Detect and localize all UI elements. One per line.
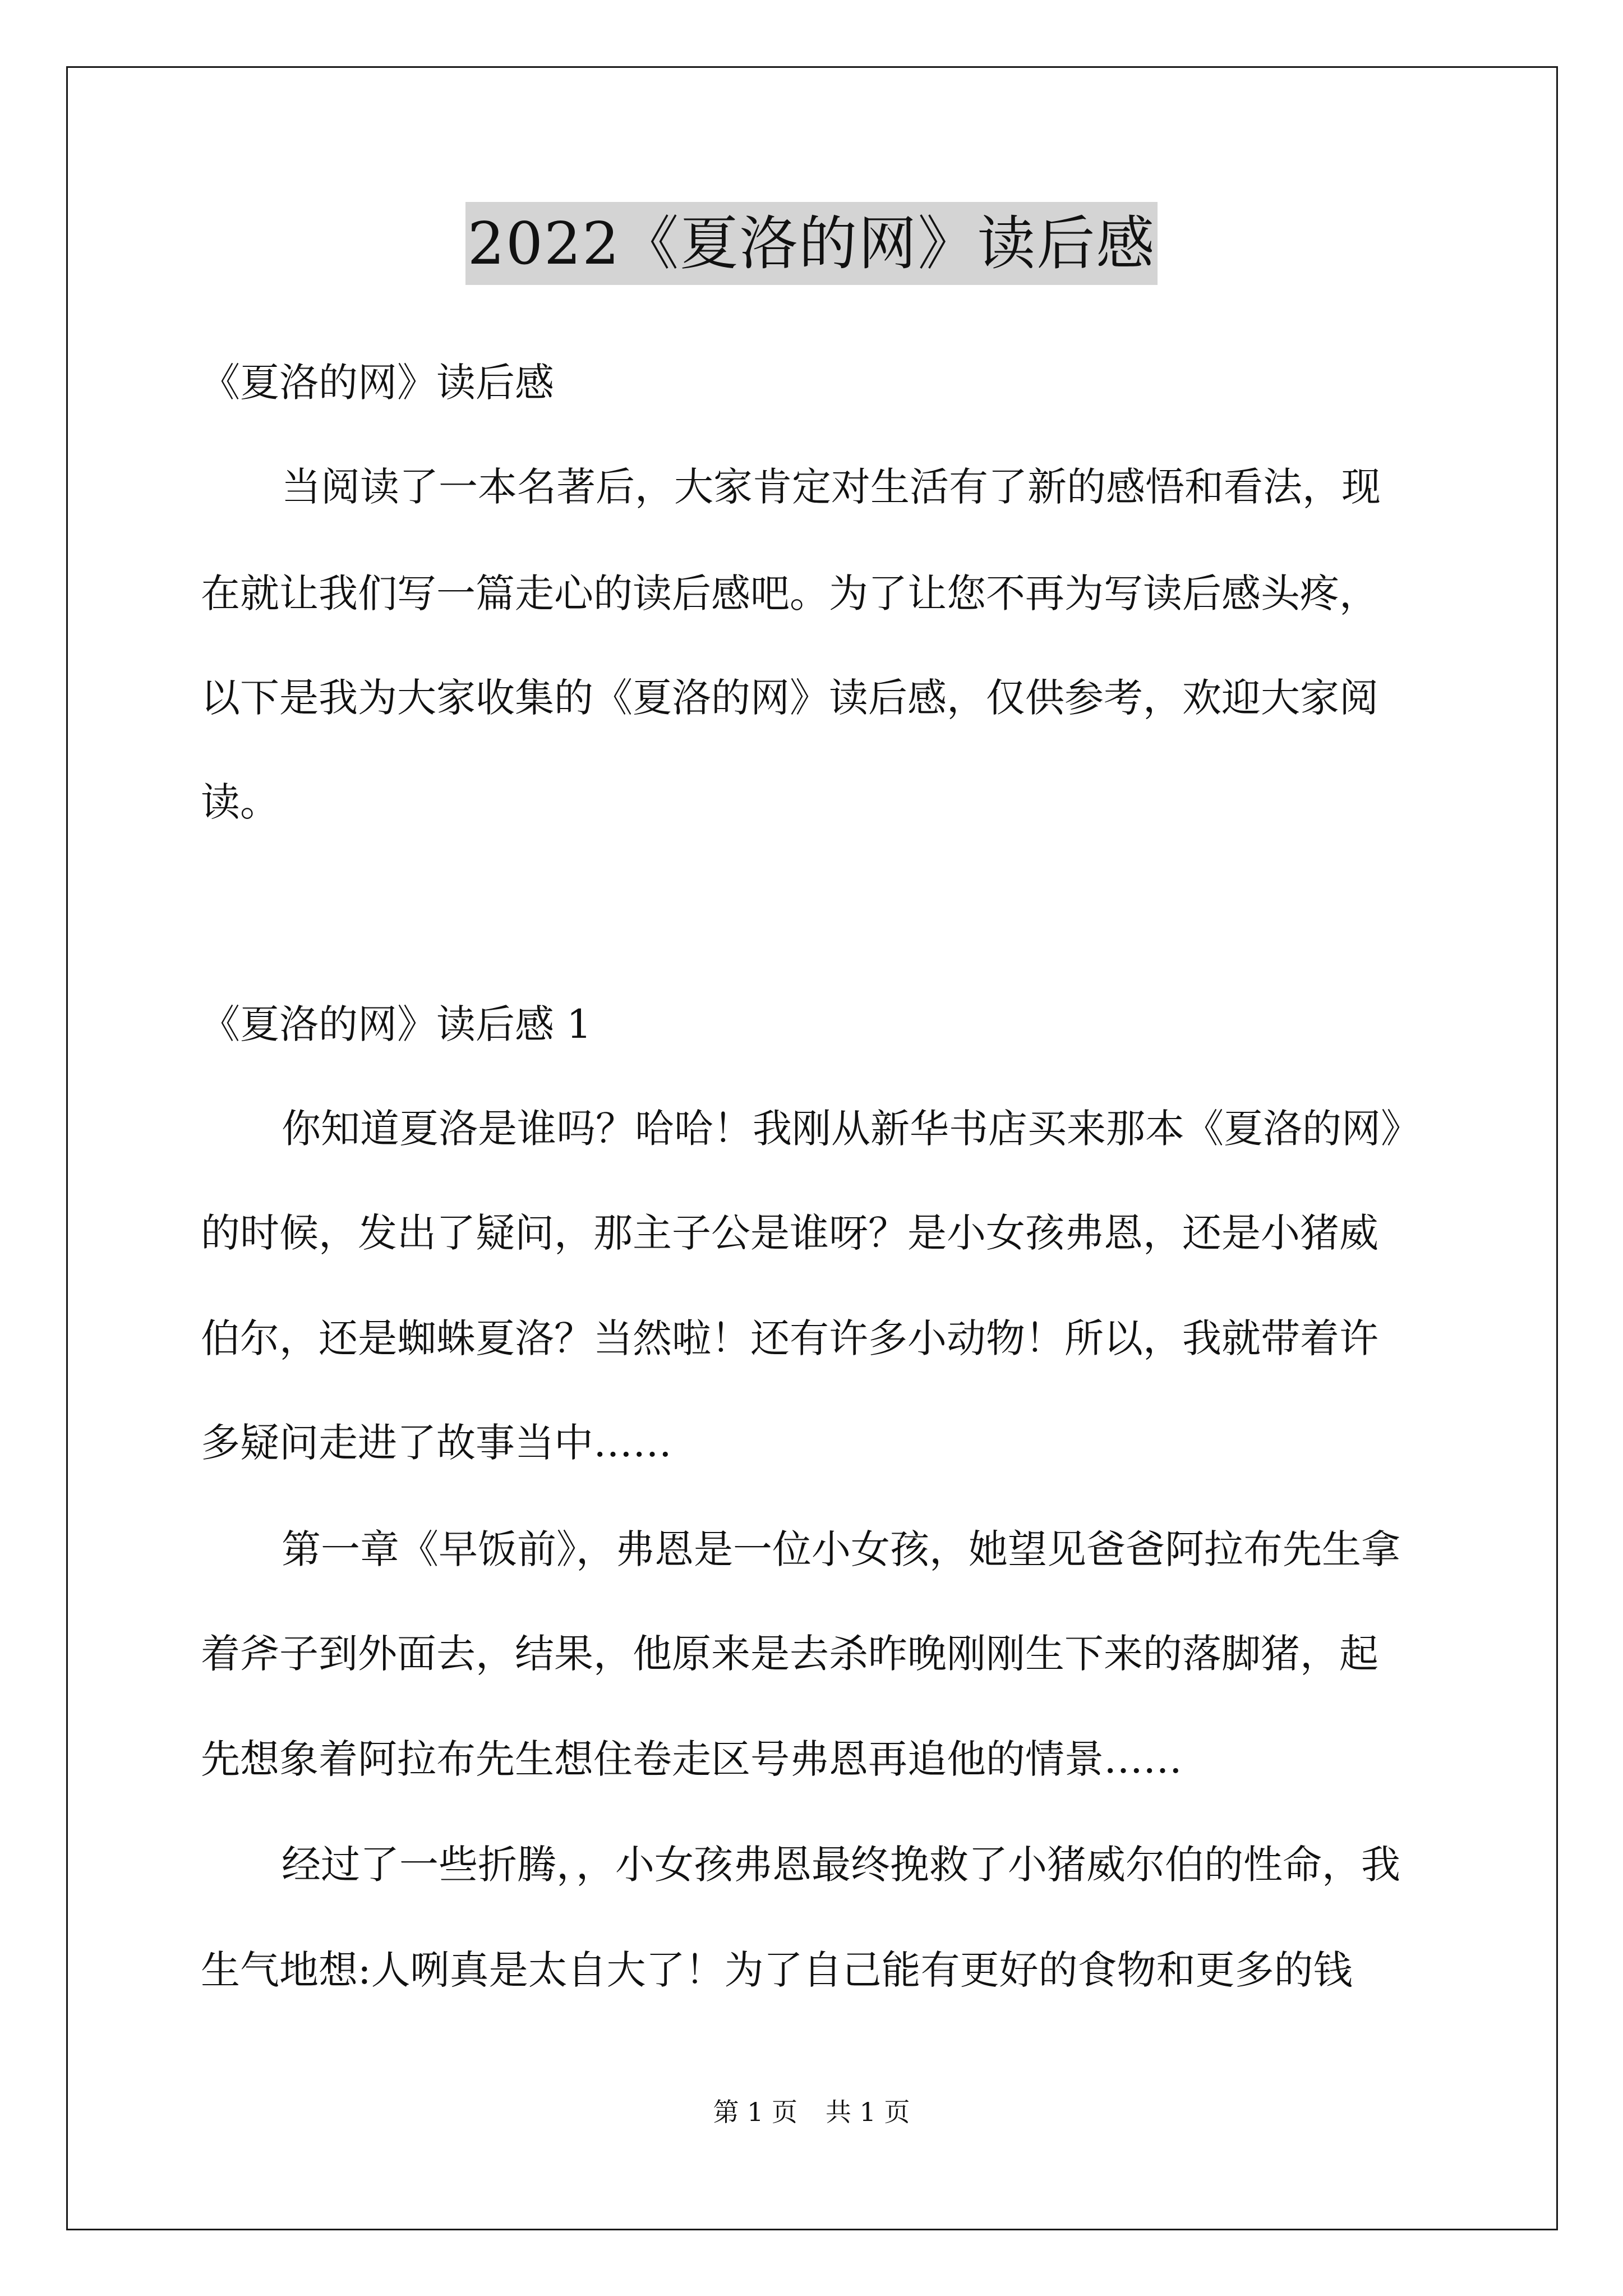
page-total: 共 1 页 — [826, 2097, 910, 2127]
paragraph2-line-2: 着斧子到外面去，结果，他原来是去杀昨晚刚刚生下来的落脚猪，起 — [201, 1631, 1378, 1677]
paragraph1-line-2: 的时候，发出了疑问，那主子公是谁呀？是小女孩弗恩，还是小猪威 — [201, 1210, 1378, 1256]
document-title: 2022《夏洛的网》读后感 — [465, 202, 1158, 285]
intro-line-2: 在就让我们写一篇走心的读后感吧。为了让您不再为写读后感头疼， — [201, 570, 1378, 616]
page-number: 第 1 页 — [713, 2097, 797, 2127]
intro-line-3: 以下是我为大家收集的《夏洛的网》读后感，仅供参考，欢迎大家阅 — [201, 675, 1378, 721]
paragraph1-line-4: 多疑问走进了故事当中…… — [201, 1420, 672, 1466]
paragraph2-line-1: 第一章《早饭前》，弗恩是一位小女孩，她望见爸爸阿拉布先生拿 — [282, 1526, 1400, 1572]
paragraph3-line-1: 经过了一些折腾，，小女孩弗恩最终挽救了小猪威尔伯的性命，我 — [282, 1842, 1400, 1888]
intro-line-4: 读。 — [201, 779, 279, 825]
section-heading: 《夏洛的网》读后感 1 — [201, 1001, 592, 1047]
title-container — [0, 202, 1623, 285]
document-subtitle: 《夏洛的网》读后感 — [201, 360, 554, 406]
page-footer — [0, 2092, 1623, 2132]
paragraph2-line-3: 先想象着阿拉布先生想住卷走区号弗恩再追他的情景…… — [201, 1736, 1182, 1782]
paragraph3-line-2: 生气地想:人咧真是太自大了！为了自己能有更好的食物和更多的钱 — [201, 1947, 1353, 1993]
paragraph1-line-3: 伯尔，还是蜘蛛夏洛？当然啦！还有许多小动物！所以，我就带着许 — [201, 1315, 1378, 1361]
intro-line-1: 当阅读了一本名著后，大家肯定对生活有了新的感悟和看法，现 — [282, 464, 1381, 510]
paragraph1-line-1: 你知道夏洛是谁吗？哈哈！我刚从新华书店买来那本《夏洛的网》 — [282, 1106, 1420, 1152]
